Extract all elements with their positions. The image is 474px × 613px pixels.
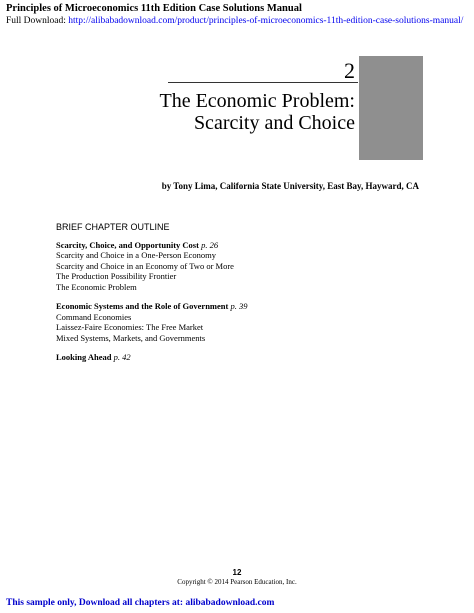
chapter-outline <box>56 222 436 372</box>
page-number: 12 <box>232 568 242 577</box>
document-title: Principles of Microeconomics 11th Edition Case Solutions Manual <box>6 3 302 14</box>
section-title-text: Economic Systems and the Role of Government <box>56 301 229 311</box>
section-page-ref: p. 26 <box>201 239 219 250</box>
outline-section <box>56 240 436 293</box>
sample-notice-link[interactable]: This sample only, Download all chapters at: alibabadownload.com <box>6 598 275 608</box>
chapter-gray-box <box>359 56 423 160</box>
outline-section <box>56 301 436 343</box>
chapter-divider <box>168 82 358 83</box>
outline-section <box>56 352 436 363</box>
outline-item: Laissez-Faire Economies: The Free Market <box>56 322 204 332</box>
chapter-number: 2 <box>344 58 355 83</box>
outline-item: Command Economies <box>56 311 132 322</box>
section-title-text: Looking Ahead <box>56 352 112 362</box>
outline-item: The Economic Problem <box>56 281 137 292</box>
copyright-notice: Copyright © 2014 Pearson Education, Inc. <box>177 578 297 586</box>
section-title <box>56 352 436 363</box>
section-title <box>56 301 436 312</box>
chapter-title <box>159 90 355 134</box>
section-page-ref: p. 42 <box>113 352 131 362</box>
author-credit: by Tony Lima, California State University, East Bay, Hayward, CA <box>161 181 419 191</box>
full-download-link[interactable]: http://alibabadownload.com/product/principles-of-microeconomics-11th-edition-case-solutions-manual/ <box>68 16 464 26</box>
outline-item: Scarcity and Choice in a One-Person Economy <box>56 250 217 260</box>
section-page-ref: p. 39 <box>230 301 248 311</box>
outline-item: Scarcity and Choice in an Economy of Two or More <box>56 260 234 271</box>
outline-item: The Production Possibility Frontier <box>56 271 177 281</box>
full-download-label: Full Download: <box>6 16 69 26</box>
section-title-text: Scarcity, Choice, and Opportunity Cost <box>56 239 199 250</box>
chapter-title-line-2: Scarcity and Choice <box>193 112 355 134</box>
outline-heading: BRIEF CHAPTER OUTLINE <box>56 222 170 232</box>
full-download-line <box>6 16 463 26</box>
outline-item: Mixed Systems, Markets, and Governments <box>56 332 206 343</box>
chapter-title-line-1: The Economic Problem: <box>159 90 355 112</box>
section-title <box>56 240 436 251</box>
